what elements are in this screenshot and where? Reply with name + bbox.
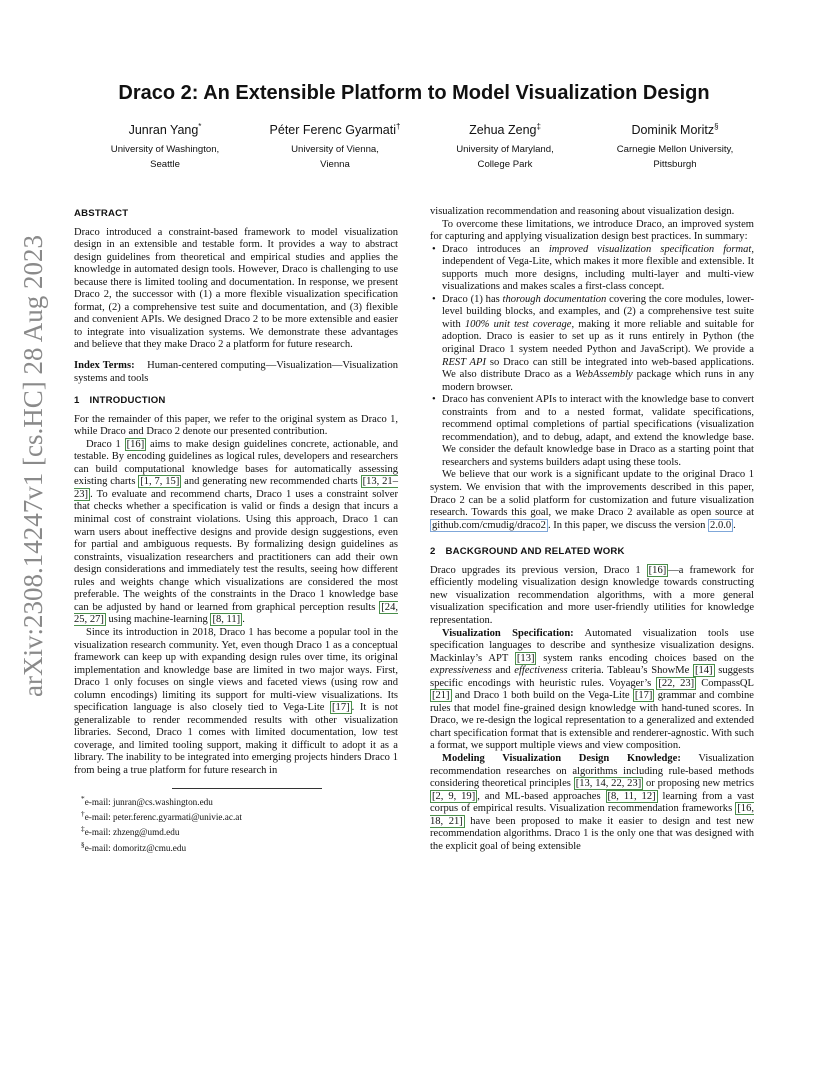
abstract-text: Draco introduced a constraint-based framework to model visualization design in an extensible and testable form. It provides a way to abstract design guidelines from theoretical and empirical studies and applies the knowledge in automated design tools. However, Draco is challenging to use because there is limited tooling and documentation. In response, we present Draco 2, the successor with (1) a more flexible visualization specification format, (2) a comprehensive test suite and documentation, and (3) flexible and convenient APIs. We designed Draco 2 to be more extensible and easier to integrate into visualization systems. We demonstrate these advantages and believe that they make Draco 2 a platform for future research. <box>74 226 398 351</box>
footnote-rule <box>172 788 322 789</box>
section-title: INTRODUCTION <box>89 395 166 407</box>
repo-link[interactable]: github.com/cmudig/draco2 <box>432 519 546 531</box>
section-number: 2 <box>430 546 436 558</box>
author-location: Seattle <box>150 159 180 171</box>
citation-link[interactable]: [1, 7, 15] <box>140 476 180 488</box>
author-name: Dominik Moritz <box>631 123 715 138</box>
author-block <box>250 118 420 172</box>
citation-link[interactable]: [16] <box>126 438 145 450</box>
footnotes <box>74 793 398 855</box>
index-terms-text: Human-centered computing—Visualization—Visualization systems and tools <box>74 360 398 384</box>
citation-link[interactable]: [8, 11, 12] <box>607 790 656 802</box>
author-affiliation: University of Washington, <box>110 144 220 156</box>
author-affiliation: University of Vienna, <box>291 144 379 156</box>
paragraph: Visualization Specification: Automated visualization tools use specification languages to describe and synthesize visualization designs. Mackinlay’s APT [13] system ranks encoding choices based on the expressiveness and effectiveness criteria. Tableau’s ShowMe [14] suggests specific encodings with heuristic rules. Voyager’s [22, 23] CompassQL [21] and Draco 1 both build on the Vega-Lite [17] grammar and combine rules that model fine-grained design knowledge with hand-tuned scores. In Draco, we re-design the logical representation to a generalized and extended chart specification format that is extensible and renderer-agnostic. With such a format, we support multiple views and view composition. <box>430 627 754 752</box>
footnote: ‡e-mail: zhzeng@umd.edu <box>80 824 180 838</box>
list-item: • Draco has convenient APIs to interact with the knowledge base to convert constraints from and to a nested format, validate specifications, recommend optimal completions of partial specifications (visualization recommendation), and to debug, adapt, and extend the knowledge base. We consider the default knowledge base in Draco as a starting point that researchers and systems builders adapt using these tools. <box>430 394 754 469</box>
paragraph: Draco upgrades its previous version, Draco 1 [16] —a framework for efficiently modeling visualization design knowledge towards constructing new visualization recommendation algorithms, with a more general visualization specification and more user-friendly utilities for knowledge representation. <box>430 564 754 626</box>
author-affiliation: Carnegie Mellon University, <box>616 144 734 156</box>
paragraph: Since its introduction in 2018, Draco 1 has become a popular tool in the visualization research community. Yet, even though Draco 1 as a conceptual framework can keep up with expanding design rules over time, its original implementation and knowledge base are limited in two major ways. First, Draco 1 only focuses on single views and faceted views (using row and column encodings) limiting its support for multi-view visualizations. Its specification language is also closely tied to Vega-Lite [17] . It is not generalizable to render recommended results with other visualization libraries. Second, Draco 1 comes with limited documentation, low test coverage, and limited tooling support, making it difficult to adopt it as a library. The inability to be integrated into emerging projects hinders Draco 1 from being a true platform for future research in <box>74 626 398 776</box>
author-affiliation: University of Maryland, <box>456 144 554 156</box>
author-name: Junran Yang <box>128 123 199 138</box>
paragraph: visualization recommendation and reasoning about visualization design. <box>430 206 735 217</box>
citation-link[interactable]: [22, 23] <box>658 677 695 689</box>
citation-link[interactable]: [21] <box>432 690 450 702</box>
citation-link[interactable]: [24, 25, 27] <box>74 601 398 626</box>
author-location: Pittsburgh <box>653 159 697 171</box>
citation-link[interactable]: [14] <box>694 665 713 677</box>
footnote: †e-mail: peter.ferenc.gyarmati@univie.ac.at <box>80 808 242 823</box>
citation-link[interactable]: [2, 9, 19] <box>432 790 476 802</box>
footnote: §e-mail: domoritz@cmu.edu <box>80 839 187 853</box>
arxiv-id: arXiv:2308.14247v1 [cs.HC] 28 Aug 2023 <box>18 235 48 697</box>
paragraph: Modeling Visualization Design Knowledge: Visualization recommendation researches on algorithms including rule-based methods considering theoretical principles [13, 14, 22, 23] or proposing new metrics [2, 9, 19] , and ML-based approaches [8, 11, 12] learning from a vast corpus of empirical results. Visualization recommendation frameworks [16, 18, 21] have been proposed to make it easier to design and test new recommendation algorithms. Draco 1 is the only one that was designed with the explicit goal of being extensible <box>430 752 754 852</box>
author-mark: ‡ <box>536 122 541 131</box>
list-item: • Draco introduces an improved visualization specification format, independent of Vega-Lite, which makes it more flexible and extensible. It supports much more designs, including multi-layer and multi-view visualizations and makes scales a first-class concept. <box>430 244 754 294</box>
paragraph: We believe that our work is a significant update to the original Draco 1 system. We envision that with the improvements described in this paper, Draco 2 can be a solid platform for customization and future visualization research. Towards this goal, we make Draco 2 available as open source at github.com/cmudig/draco2 . In this paper, we discuss the version 2.0.0 . <box>430 469 754 531</box>
author-name: Zehua Zeng <box>469 123 537 138</box>
section-heading <box>74 395 398 408</box>
section-heading <box>430 546 754 559</box>
paragraph: For the remainder of this paper, we refer to the original system as Draco 1, while Draco and Draco 2 denote our presented contribution. <box>74 413 398 438</box>
author-block <box>590 118 760 172</box>
author-location: College Park <box>477 159 533 171</box>
author-block <box>420 118 590 172</box>
citation-link[interactable]: [17] <box>634 690 653 702</box>
citation-link[interactable]: [16] <box>648 564 667 576</box>
paper-title: Draco 2: An Extensible Platform to Model Visualization Design <box>118 82 710 104</box>
author-list <box>80 118 760 172</box>
citation-link[interactable]: [13] <box>516 652 535 664</box>
arxiv-stamp <box>14 232 50 702</box>
version-link[interactable]: 2.0.0 <box>710 519 732 531</box>
paragraph: To overcome these limitations, we introduce Draco, an improved system for capturing and applying visualization design best practices. In summary: <box>430 218 754 243</box>
citation-link[interactable]: [8, 11] <box>212 614 241 626</box>
right-column <box>430 206 754 853</box>
section-title: BACKGROUND AND RELATED WORK <box>445 546 625 558</box>
index-terms-label: Index Terms: <box>74 360 135 372</box>
citation-link[interactable]: [17] <box>332 702 350 714</box>
citation-link[interactable]: [13, 14, 22, 23] <box>575 778 642 790</box>
author-mark: § <box>714 122 719 131</box>
section-number: 1 <box>74 395 80 407</box>
left-column <box>74 206 398 854</box>
author-mark: * <box>198 122 202 131</box>
citation-link[interactable]: [16, 18, 21] <box>430 803 754 827</box>
abstract-heading: ABSTRACT <box>74 208 129 219</box>
author-name: Péter Ferenc Gyarmati <box>269 123 396 138</box>
paragraph: Draco 1 [16] aims to make design guidelines concrete, actionable, and testable. By encoding guidelines as logical rules, developers and researchers can build computational knowledge bases for automatically assessing existing charts [1, 7, 15] and generating new recommended charts [13, 21–23] . To evaluate and recommend charts, Draco 1 uses a constraint solver that checks whether a specification is valid or finds a design that incurs a minimal cost of constraint violations. Using this approach, Draco 1 can warn users about ineffective designs and provide design suggestions, even for partial and ambiguous requests. By formalizing design guidelines as constraints, visualization researchers and practitioners can add their own design considerations and immediately test the results, seeing how different rules and weights change which visualizations are considered the most preferable. The weights of the constraints in the Draco 1 knowledge base can be adjusted by hand or learned from graphical perception results [24, 25, 27] using machine-learning [8, 11] . <box>74 438 399 626</box>
index-terms <box>74 360 398 385</box>
footnote: *e-mail: junran@cs.washington.edu <box>80 793 213 807</box>
list-item: • Draco (1) has thorough documentation covering the core modules, lower-level building blocks, and examples, and (2) a comprehensive test suite with 100% unit test coverage, making it more reliable and suitable for adoption. Draco is easier to set up as it runs entirely in Python (the original Draco 1 system needed Python and JavaScript). We provide a REST API so Draco can still be integrated into web-based applications. We also distribute Draco as a WebAssembly package which runs in any modern browser. <box>430 294 754 394</box>
author-location: Vienna <box>320 159 350 171</box>
contribution-list <box>430 244 754 470</box>
author-mark: † <box>395 122 401 131</box>
citation-link[interactable]: [13, 21–23] <box>74 476 398 500</box>
author-block <box>80 118 250 172</box>
